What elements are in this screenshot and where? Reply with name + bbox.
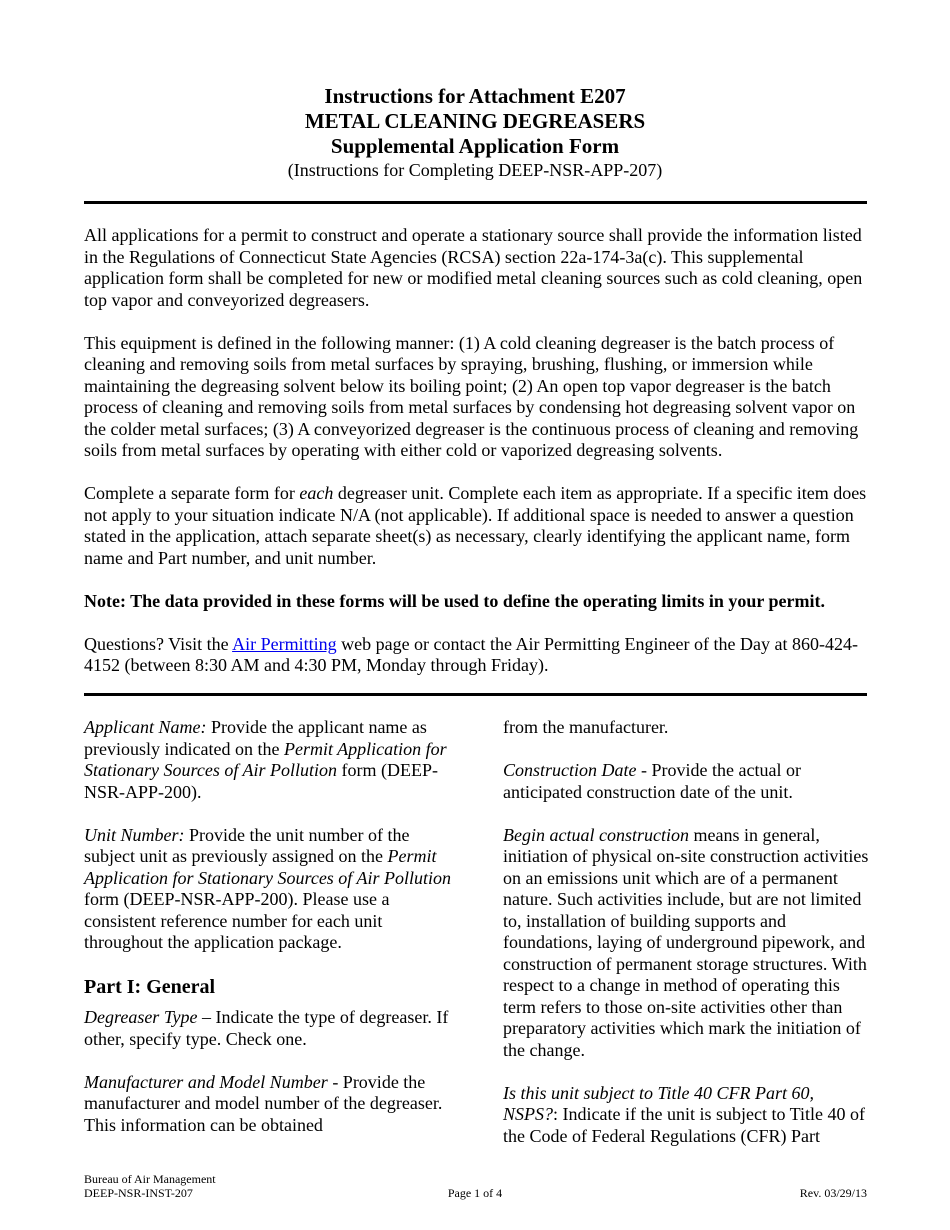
section-divider (84, 693, 867, 696)
footer-revision: Rev. 03/29/13 (799, 1186, 867, 1200)
intro-paragraph-2: This equipment is defined in the following manner: (1) A cold cleaning degreaser is the batch process of cleaning and removing soils from metal surfaces by spraying, brushing, flushing, or immersion while maintaining the degreasing solvent below its boiling point; (2) An open top vapor degreaser is the batch process of cleaning and removing soils from metal surfaces by condensing hot degreasing solvent vapor on the colder metal surfaces; (3) A conveyorized degreaser is the continuous process of cleaning and removing soils from metal surfaces by operating with either cold or vaporized degreasing solvents. (84, 332, 859, 460)
left-column (84, 717, 454, 1158)
document-title-subject: METAL CLEANING DEGREASERS (304, 109, 646, 133)
intro-paragraph-1: All applications for a permit to construct and operate a stationary source shall provide the information listed in the Regulations of Connecticut State Agencies (RCSA) section 22a-174-3a(c). This supplemental application form shall be completed for new or modified metal cleaning sources such as cold cleaning, open top vapor and conveyorized degreasers. (84, 225, 863, 310)
intro-section (84, 225, 869, 677)
begin-construction-definition: Begin actual construction means in general, initiation of physical on-site construction activities on an emissions unit which are of a permanent nature. Such activities include, but are not limited to, installation of building supports and foundations, laying of underground pipework, and construction of permanent storage structures. With respect to a change in method of operating this term refers to those on-site activities other than preparatory activities which mark the initiation of the change. (503, 824, 869, 1060)
manufacturer-continued: from the manufacturer. (503, 717, 669, 737)
air-permitting-link[interactable]: Air Permitting (232, 633, 337, 654)
note-paragraph: Note: The data provided in these forms will be used to define the operating limits in your permit. (84, 590, 825, 611)
manufacturer-instruction: Manufacturer and Model Number - Provide the manufacturer and model number of the degreaser. This information can be obtained (84, 1071, 443, 1135)
part-1-heading: Part I: General (84, 976, 216, 998)
questions-paragraph: Questions? Visit the Air Permitting web page or contact the Air Permitting Engineer of the Day at 860-424-4152 (between 8:30 AM and 4:30 PM, Monday through Friday). (84, 633, 858, 675)
unit-number-instruction: Unit Number: Provide the unit number of the subject unit as previously assigned on the Permit Application for Stationary Sources of Air Pollution form (DEEP-NSR-APP-200). Please use a consistent reference number for each unit throughout the application package. (84, 824, 451, 952)
document-subtitle: (Instructions for Completing DEEP-NSR-APP-207) (287, 160, 663, 180)
nsps-instruction: Is this unit subject to Title 40 CFR Part 60, NSPS?: Indicate if the unit is subject to Title 40 of the Code of Federal Regulations (CFR) Part (503, 1082, 865, 1146)
right-column (503, 717, 873, 1169)
title-block (0, 84, 950, 181)
footer-form-id: DEEP-NSR-INST-207 (84, 1186, 193, 1200)
document-title-form: Supplemental Application Form (330, 134, 620, 158)
intro-paragraph-3: Complete a separate form for each degreaser unit. Complete each item as appropriate. If a specific item does not apply to your situation indicate N/A (not applicable). If additional space is needed to answer a question stated in the application, attach separate sheet(s) as necessary, clearly identifying the applicant name, form name and Part number, and unit number. (84, 483, 867, 568)
footer-bureau: Bureau of Air Management (84, 1172, 216, 1186)
degreaser-type-instruction: Degreaser Type – Indicate the type of degreaser. If other, specify type. Check one. (84, 1007, 449, 1049)
construction-date-instruction: Construction Date - Provide the actual or anticipated construction date of the unit. (503, 760, 801, 802)
document-title: Instructions for Attachment E207 (324, 84, 626, 108)
applicant-name-instruction: Applicant Name: Provide the applicant name as previously indicated on the Permit Application for Stationary Sources of Air Pollution form (DEEP-NSR-APP-200). (84, 717, 447, 802)
footer-page-number: Page 1 of 4 (447, 1186, 503, 1200)
top-divider (84, 201, 867, 204)
